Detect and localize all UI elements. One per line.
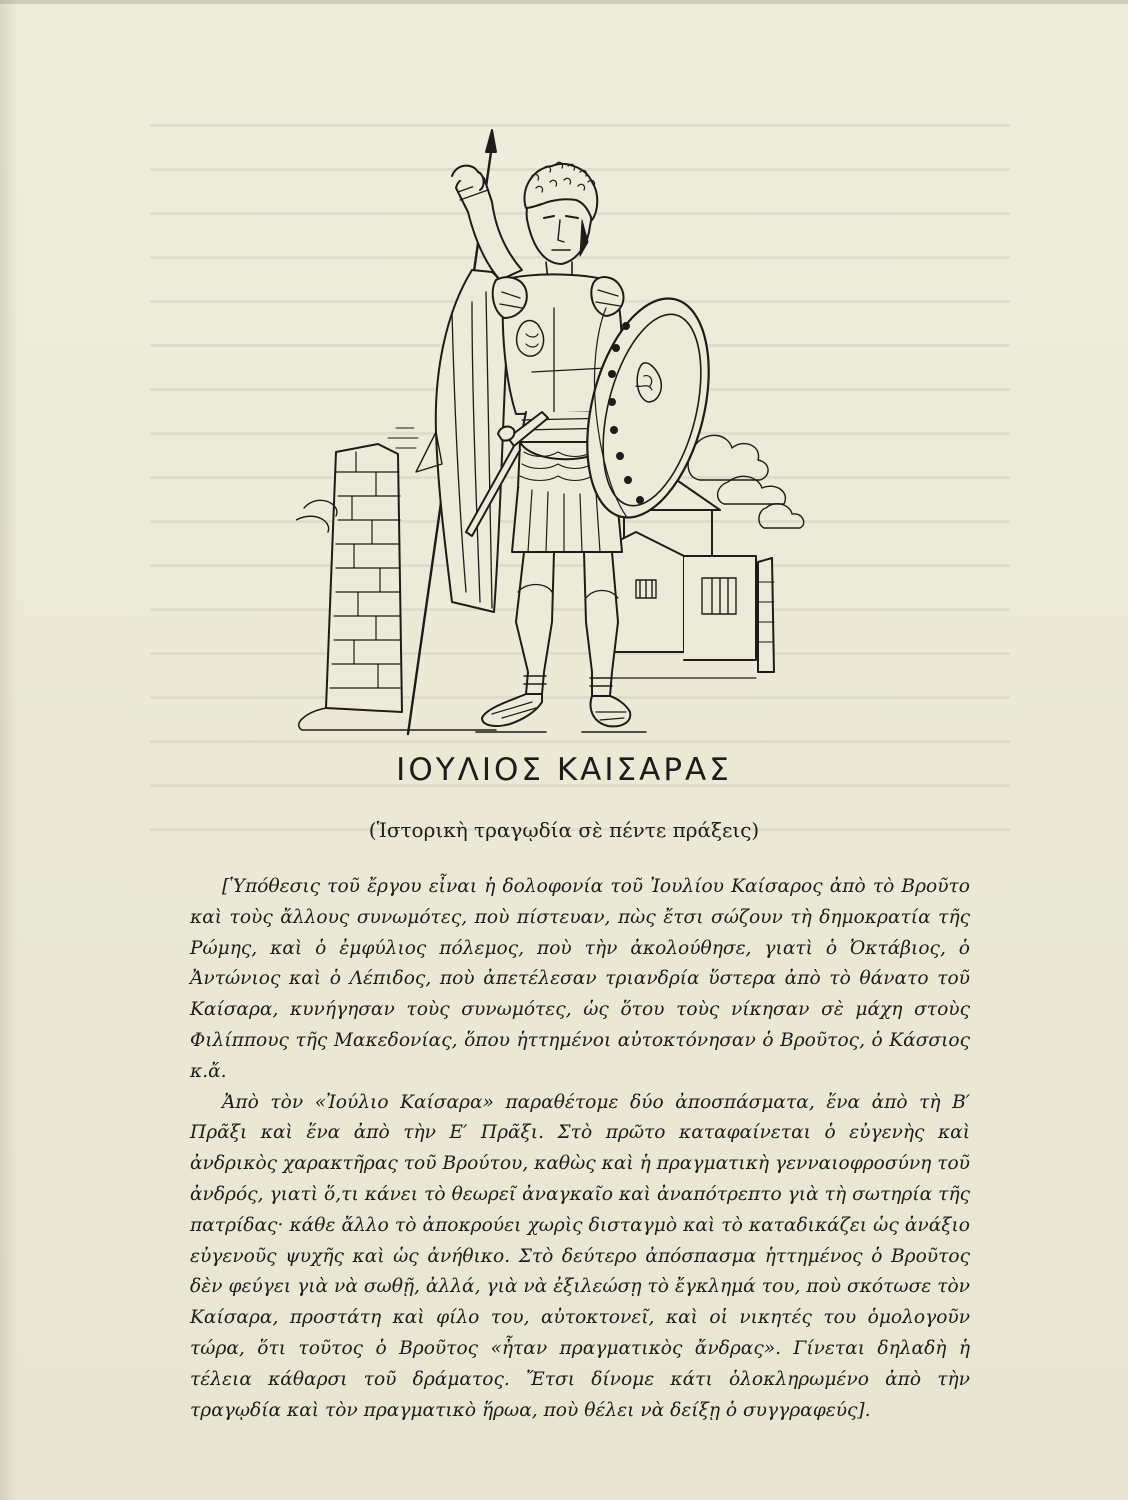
cloak-icon: [416, 270, 507, 612]
synopsis-text: [190, 872, 970, 1426]
play-subtitle: (Ἱστορικὴ τραγῳδία σὲ πέντε πράξεις): [368, 818, 760, 842]
synopsis-paragraph-1: [Ὑπόθεσις τοῦ ἔργου εἶναι ἡ δολοφονία τοῦ Ἰουλίου Καίσαρος ἀπὸ τὸ Βροῦτο καὶ τοὺς ἄλλους συνωμότες, ποὺ πίστευαν, πὼς ἔτσι σώζουν τὴ δημοκρατία τῆς Ρώμης, καὶ ὁ ἐμφύλιος πόλεμος, ποὺ τὴν ἀκολούθησε, γιατὶ ὁ Ὀκτάβιος, ὁ Ἀντώνιος καὶ ὁ Λέπιδος, ποὺ ἀπετέλεσαν τριανδρία ὕστερα ἀπὸ τὸ θάνατο τοῦ Καίσαρα, κυνήγησαν τοὺς συνωμότες, ὡς ὅτου τοὺς νίκησαν σὲ μάχη στοὺς Φιλίππους τῆς Μακεδονίας, ὅπου ἡττημένοι αὐτοκτόνησαν ὁ Βροῦτος, ὁ Κάσσιος κ.ἄ.: [190, 876, 970, 1082]
sandals-icon: [476, 694, 646, 732]
play-title: ΙΟΥΛΙΟΣ ΚΑΙΣΑΡΑΣ: [396, 752, 732, 788]
page-binding-shadow: [0, 0, 18, 1500]
head-icon: [524, 162, 597, 280]
page-top-edge: [0, 0, 1128, 4]
roman-soldier-illustration: [296, 112, 832, 744]
synopsis-paragraph-2: Ἀπὸ τὸν «Ἰούλιο Καίσαρα» παραθέτομε δύο ἀποσπάσματα, ἕνα ἀπὸ τὴ Β′ Πρᾶξι καὶ ἕνα ἀπὸ τὴν Ε′ Πρᾶξι. Στὸ πρῶτο καταφαίνεται ὁ εὐγενὴς καὶ ἀνδρικὸς χαρακτῆρας τοῦ Βρούτου, καθὼς καὶ ἡ πραγματικὴ γενναιοφροσύνη τοῦ ἀνδρός, γιατὶ ὅ,τι κάνει τὸ θεωρεῖ ἀναγκαῖο καὶ ἀναπότρεπτο γιὰ τὴ σωτηρία τῆς πατρίδας· κάθε ἄλλο τὸ ἀποκρούει χωρὶς δισταγμὸ καὶ τὸ καταδικάζει ὡς ἀνάξιο εὐγενοῦς ψυχῆς καὶ ὡς ἀνήθικο. Στὸ δεύτερο ἀπόσπασμα ἡττημένος ὁ Βροῦτος δὲν φεύγει γιὰ νὰ σωθῇ, ἀλλά, γιὰ νὰ ἐξιλεώσῃ τὸ ἔγκλημά του, ποὺ σκότωσε τὸν Καίσαρα, προστάτη καὶ φίλο του, αὐτοκτονεῖ, καὶ οἱ νικητές του ὁμολογοῦν τώρα, ὅτι τοῦτος ὁ Βροῦτος «ἦταν πραγματικὸς ἄνδρας». Γίνεται δηλαδὴ ἡ τέλεια κάθαρσι τοῦ δράματος. Ἔτσι δίνομε κάτι ὁλοκληρωμένο ἀπὸ τὴν τραγῳδία καὶ τὸν πραγματικὸ ἥρωα, ποὺ θέλει νὰ δείξῃ ὁ συγγραφεύς].: [190, 1091, 970, 1421]
legs-icon: [516, 552, 618, 696]
